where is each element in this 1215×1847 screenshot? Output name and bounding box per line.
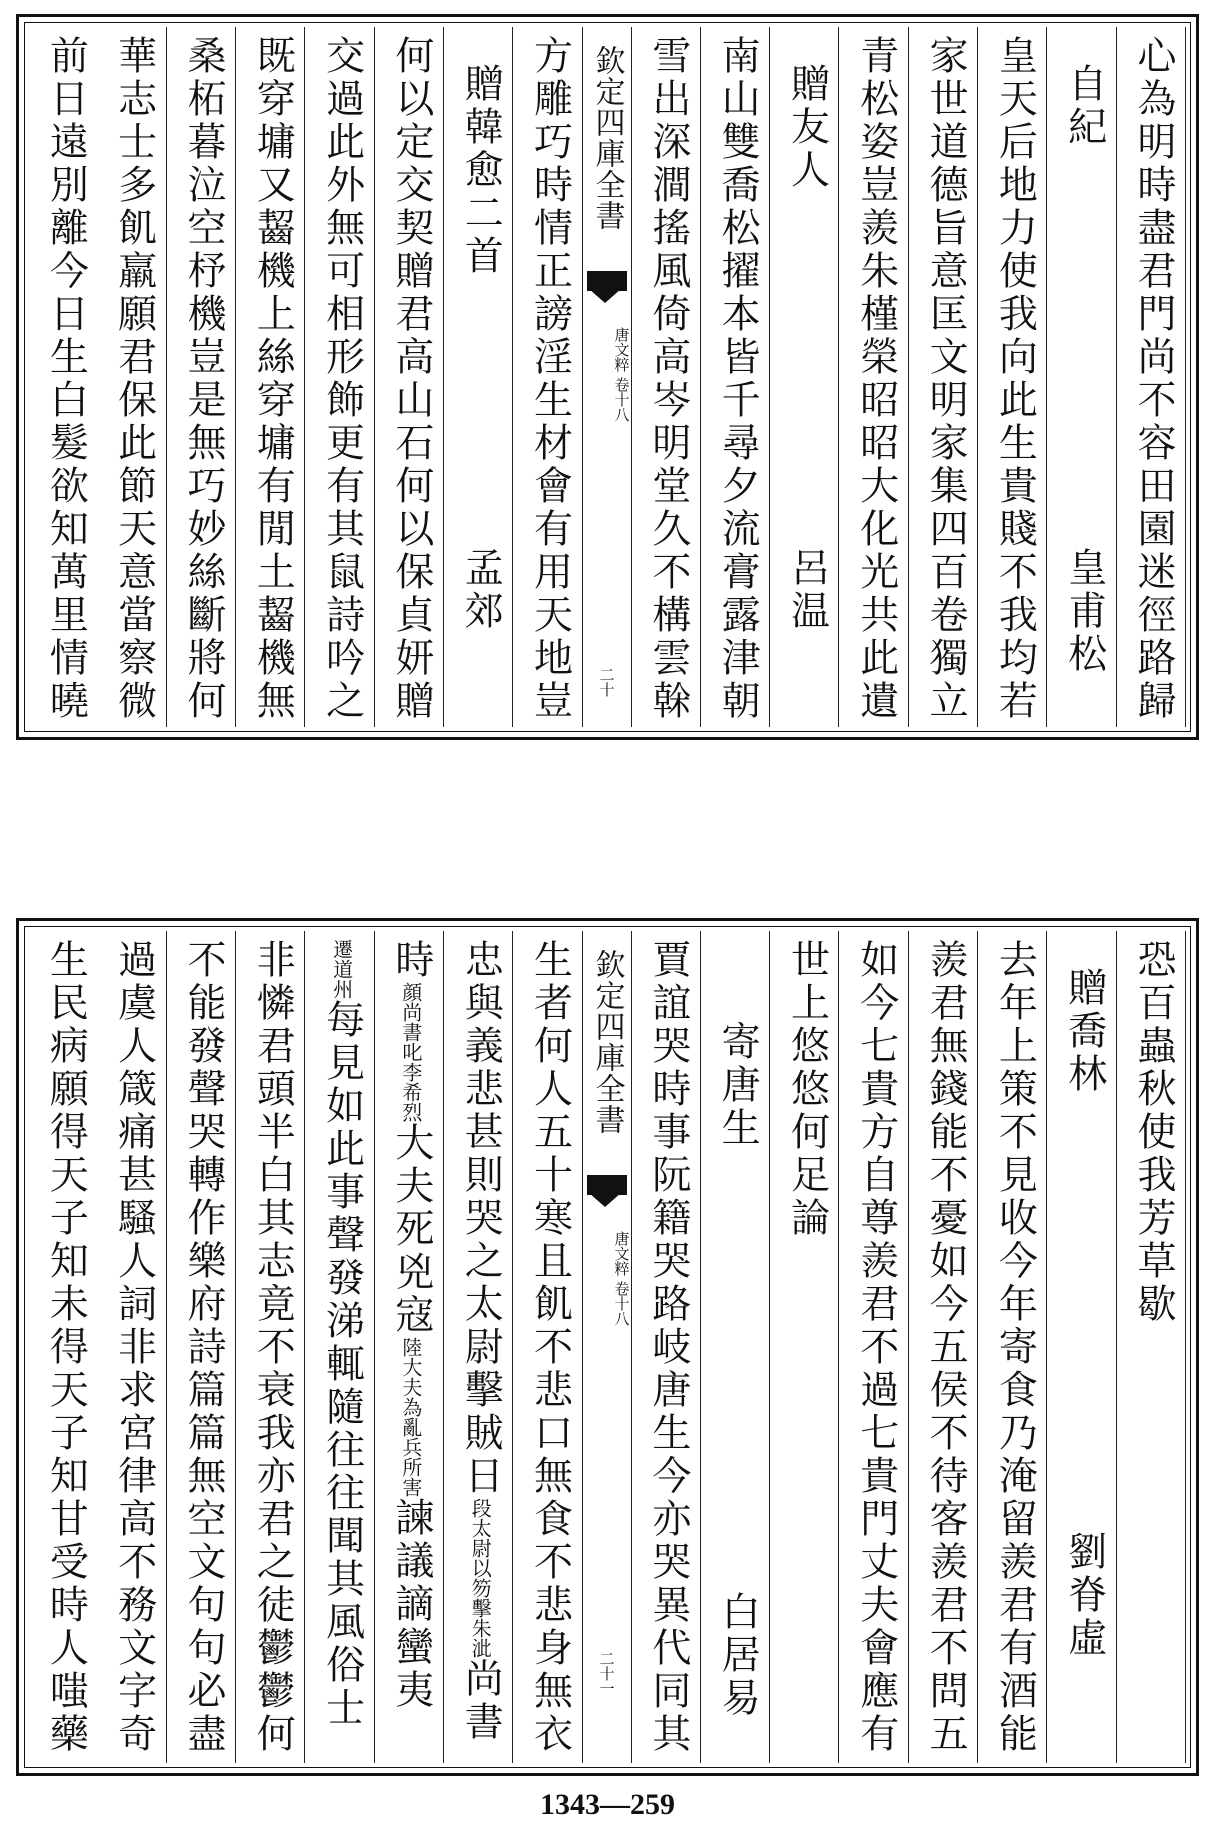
text-column <box>375 931 444 1763</box>
poem-title: 寄唐生 <box>715 1021 761 1150</box>
leaf-number: 二十一 <box>597 1651 616 1696</box>
center-gutter <box>583 27 632 727</box>
poem-title: 贈韓愈二首 <box>458 63 504 278</box>
text-column: 過虞人箴痛甚騷人詞非求宮律高不務文字奇 <box>97 931 166 1763</box>
text-column: 雪出深澗搖風倚高岑明堂久不構雲榦 <box>632 27 701 727</box>
text-column: 華志士多飢羸願君保此節天意當察微 <box>97 27 166 727</box>
text-column: 如今七貴方自尊羨君不過七貴門丈夫會應有 <box>839 931 908 1763</box>
text-column <box>444 931 513 1763</box>
text-column: 桑柘暮泣空杼機豈是無巧妙絲斷將何 <box>167 27 236 727</box>
column-text: 大夫死兇寇 <box>388 1122 434 1337</box>
leaf-number: 二十 <box>597 667 616 697</box>
poem-title: 自紀 <box>1061 63 1107 149</box>
fish-tail-mark <box>587 271 627 315</box>
text-column: 青松姿豈羨朱槿榮昭昭大化光共此遺 <box>839 27 908 727</box>
text-column: 家世道德旨意匡文明家集四百卷獨立 <box>909 27 978 727</box>
text-column: 何以定交契贈君高山石何以保貞妍贈 <box>375 27 444 727</box>
text-column: 不能發聲哭轉作樂府詩篇篇無空文句句必盡 <box>167 931 236 1763</box>
column-text: 尚書 <box>458 1658 504 1744</box>
volume-label: 唐文粹 卷十八 <box>612 327 631 422</box>
poem-author: 白居易 <box>715 1591 761 1720</box>
text-column: 皇天后地力使我向此生貴賤不我均若 <box>978 27 1047 727</box>
interlinear-note: 段太尉以笏擊朱泚 <box>468 1498 493 1658</box>
text-column: 南山雙喬松擢本皆千尋夕流膏露津朝 <box>701 27 770 727</box>
page-number: 1343—259 <box>540 1788 675 1821</box>
text-column: 交過此外無可相形飾更有其鼠詩吟之 <box>305 27 374 727</box>
interlinear-note: 顔尚書叱李希烈 <box>398 982 423 1122</box>
poem-title-column <box>770 27 839 727</box>
text-column: 生者何人五十寒且飢不悲口無食不悲身無衣 <box>513 931 582 1763</box>
text-column: 賈誼哭時事阮籍哭路岐唐生今亦哭異代同其 <box>632 931 701 1763</box>
book-title: 欽定四庫全書 <box>589 45 625 231</box>
poem-author: 呂温 <box>784 547 830 633</box>
text-column: 去年上策不見收今年寄食乃淹留羨君有酒能 <box>978 931 1047 1763</box>
column-text: 諫議謫蠻夷 <box>388 1497 434 1712</box>
text-column: 生民病願得天子知未得天子知甘受時人嗤藥 <box>43 939 89 1756</box>
text-column: 前日遠別離今日生白髮欲知萬里情曉 <box>43 35 89 723</box>
poem-title-column <box>701 931 770 1763</box>
text-column <box>305 931 374 1763</box>
column-text: 時 <box>388 939 434 982</box>
book-title: 欽定四庫全書 <box>589 949 625 1135</box>
text-column: 羨君無錢能不憂如今五侯不待客羨君不問五 <box>909 931 978 1763</box>
top-page <box>16 14 1199 740</box>
text-column: 世上悠悠何足論 <box>770 931 839 1763</box>
interlinear-note: 遷道州 <box>329 939 354 999</box>
center-gutter <box>583 931 632 1763</box>
poem-title-column <box>1047 931 1116 1763</box>
text-column: 方雕巧時情正謗淫生材會有用天地豈 <box>513 27 582 727</box>
poem-author: 皇甫松 <box>1061 547 1107 676</box>
fish-tail-mark <box>587 1175 627 1219</box>
poem-title-column <box>1047 27 1116 727</box>
text-column: 心為明時盡君門尚不容田園迷徑路歸 <box>1117 27 1186 727</box>
poem-author: 劉脊虛 <box>1061 1531 1107 1660</box>
bottom-page <box>16 918 1199 1776</box>
column-text: 忠與義悲甚則哭之太尉擊賊日 <box>458 939 504 1498</box>
text-column: 既穿墉又齧機上絲穿墉有閒土齧機無 <box>236 27 305 727</box>
text-column: 非憐君頭半白其志竟不衰我亦君之徒鬱鬱何 <box>236 931 305 1763</box>
poem-author: 孟郊 <box>458 547 504 633</box>
poem-title: 贈友人 <box>784 63 830 192</box>
poem-title: 贈喬林 <box>1061 967 1107 1096</box>
interlinear-note: 陸大夫為亂兵所害 <box>398 1337 423 1497</box>
volume-label: 唐文粹 卷十八 <box>612 1231 631 1326</box>
column-text: 每見如此事聲發涕輒隨往往聞其風俗士 <box>319 999 365 1730</box>
poem-title-column <box>444 27 513 727</box>
text-column: 恐百蟲秋使我芳草歇 <box>1117 931 1186 1763</box>
